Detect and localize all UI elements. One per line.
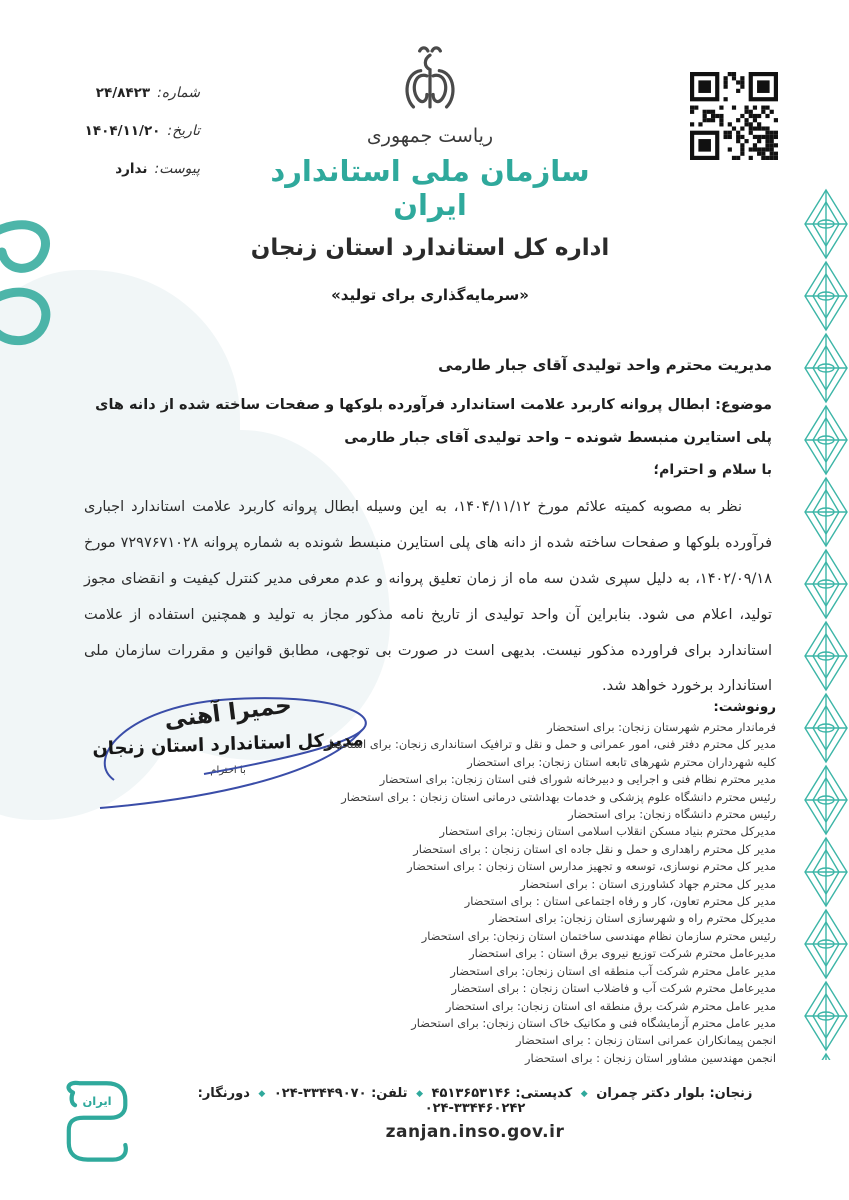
authority-title: ریاست جمهوری xyxy=(366,125,494,147)
phone-label: تلفن: xyxy=(371,1086,408,1101)
inso-standard-logo-icon xyxy=(58,1078,134,1168)
year-slogan: «سرمایه‌گذاری برای تولید» xyxy=(331,286,529,304)
postal-label: کدپستی: xyxy=(515,1086,573,1101)
diamond-separator-icon: ◆ xyxy=(580,1089,588,1099)
cc-item: مدیر عامل محترم شرکت برق منطقه ای استان زنجان: برای استحضار xyxy=(445,998,776,1013)
cc-item: مدیر کل محترم دفتر فنی، امور عمرانی و حمل و نقل و ترافیک استانداری زنجان: برای استحضار xyxy=(323,737,776,752)
cc-item: انجمن مهندسین مشاور استان زنجان : برای استحضار xyxy=(524,1050,776,1065)
signer-name: حمیرا آهنی xyxy=(162,692,294,734)
letterhead xyxy=(230,42,630,304)
iran-emblem-icon xyxy=(401,42,459,118)
phone-value: ۰۲۴-۳۳۴۴۹۰۷۰ xyxy=(273,1086,367,1101)
cc-item: رئیس محترم سازمان نظام مهندسی ساختمان استان زنجان: برای استحضار xyxy=(421,928,776,943)
attachment-label: پیوست: xyxy=(154,161,200,177)
attachment-value: ندارد xyxy=(115,161,148,177)
cc-item: مدیرعامل محترم شرکت توزیع نیروی برق استان : برای استحضار xyxy=(469,946,776,961)
cc-item: مدیر کل محترم نوسازی، توسعه و تجهیز مدارس استان زنجان : برای استحضار xyxy=(407,859,776,874)
number-label: شماره: xyxy=(157,85,200,101)
cc-item: انجمن پیمانکاران عمرانی استان زنجان : برای استحضار xyxy=(516,1033,776,1048)
main-paragraph: نظر به مصوبه کمیته علائم مورخ ۱۴۰۴/۱۱/۱۲، به این وسیله ابطال پروانه کاربرد علامت استاندارد اجباری فرآورده بلوکها و صفحات ساخته شده از دانه های پلی استایرن منبسط شونده به شماره پروانه ۷۲۹۷۶۷۱۰۲۸ مورخ ۱۴۰۲/۰۹/۱۸، به دلیل سپری شدن سه ماه از زمان تعلیق پروانه و عدم معرفی مدیر کنترل کیفیت و انقضای مجوز تولید، اعلام می شود. بنابراین آن واحد تولیدی از تاریخ نامه مذکور مجاز به تولید و همچنین استفاده از علامت استاندارد برای فراورده مذکور نیست. بدیهی است در صورت بی توجهی، مطابق قوانین و مقررات سازمان ملی استاندارد برخورد خواهد شد. xyxy=(84,498,772,695)
subject-line: موضوع: ابطال پروانه کاربرد علامت استاندارد فرآورده بلوکها و صفحات ساخته شده از دانه های پلی استایرن منبسط شونده – واحد تولیدی آقای جبار طارمی xyxy=(95,397,772,447)
cc-item: مدیرعامل محترم شرکت آب و فاضلاب استان زنجان : برای استحضار xyxy=(451,981,776,996)
cc-item: مدیرکل محترم بنیاد مسکن انقلاب اسلامی استان زنجان: برای استحضار xyxy=(439,824,776,839)
footer-contact-line xyxy=(150,1086,800,1116)
cc-list xyxy=(323,719,776,1067)
cc-header: رونوشت: xyxy=(713,699,776,715)
fax-value: ۰۲۴-۳۳۴۴۶۰۲۴۲ xyxy=(424,1101,526,1116)
qr-code xyxy=(690,72,778,160)
salutation-line: با سلام و احترام؛ xyxy=(653,461,772,478)
diamond-separator-icon: ◆ xyxy=(258,1089,266,1099)
letter-number-row xyxy=(50,74,200,112)
attachment-row xyxy=(50,150,200,188)
website-url: zanjan.inso.gov.ir xyxy=(385,1122,565,1142)
letter-body xyxy=(84,356,772,705)
cc-item: مدیر عامل محترم شرکت آب منطقه ای استان زنجان: برای استحضار xyxy=(450,963,776,978)
cc-item: کلیه شهرداران محترم شهرهای تابعه استان زنجان: برای استحضار xyxy=(467,754,776,769)
cc-item: فرماندار محترم شهرستان زنجان: برای استحضار xyxy=(547,720,776,734)
calligraphic-ornament-icon xyxy=(0,202,64,352)
fax-label: دورنگار: xyxy=(197,1086,250,1101)
recipient-line: مدیریت محترم واحد تولیدی آقای جبار طارمی xyxy=(438,356,772,374)
cc-item: مدیر کل محترم جهاد کشاورزی استان : برای استحضار xyxy=(520,876,776,891)
number-value: ۲۴/۸۴۲۳ xyxy=(95,85,151,101)
signature-courtesy: با احترام xyxy=(210,765,246,776)
footer-address: زنجان: بلوار دکتر چمران xyxy=(596,1086,753,1101)
cc-list-block xyxy=(323,699,776,1067)
cc-item: مدیر عامل محترم آزمایشگاه فنی و مکانیک خاک استان زنجان: برای استحضار xyxy=(411,1015,776,1030)
cc-item: مدیر کل محترم تعاون، کار و رفاه اجتماعی استان : برای استحضار xyxy=(464,894,776,909)
lattice-border-ornament xyxy=(803,188,849,1060)
letter-meta-block xyxy=(50,74,200,188)
cc-item: رئیس محترم دانشگاه علوم پزشکی و خدمات بهداشتی درمانی استان زنجان : برای استحضار xyxy=(341,789,776,804)
postal-value: ۴۵۱۳۶۵۳۱۴۶ xyxy=(431,1086,511,1101)
cc-item: مدیرکل محترم راه و شهرسازی استان زنجان: برای استحضار xyxy=(489,911,776,926)
department-name: اداره کل استاندارد استان زنجان xyxy=(250,235,610,261)
signer-title: مدیرکل استاندارد استان زنجان xyxy=(92,729,364,760)
cc-item: مدیر محترم نظام فنی و اجرایی و دبیرخانه شورای فنی استان زنجان: برای استحضار xyxy=(379,772,776,787)
date-label: تاریخ: xyxy=(167,123,200,139)
date-value: ۱۴۰۴/۱۱/۲۰ xyxy=(84,123,161,139)
organization-name: سازمان ملی استاندارد ایران xyxy=(270,154,590,222)
cc-item: مدیر کل محترم راهداری و حمل و نقل جاده ای استان زنجان : برای استحضار xyxy=(413,841,776,856)
letter-date-row xyxy=(50,112,200,150)
cc-item: رئیس محترم دانشگاه زنجان: برای استحضار xyxy=(568,807,776,822)
diamond-separator-icon: ◆ xyxy=(416,1089,423,1099)
logo-wordmark: ایران xyxy=(82,1094,112,1109)
